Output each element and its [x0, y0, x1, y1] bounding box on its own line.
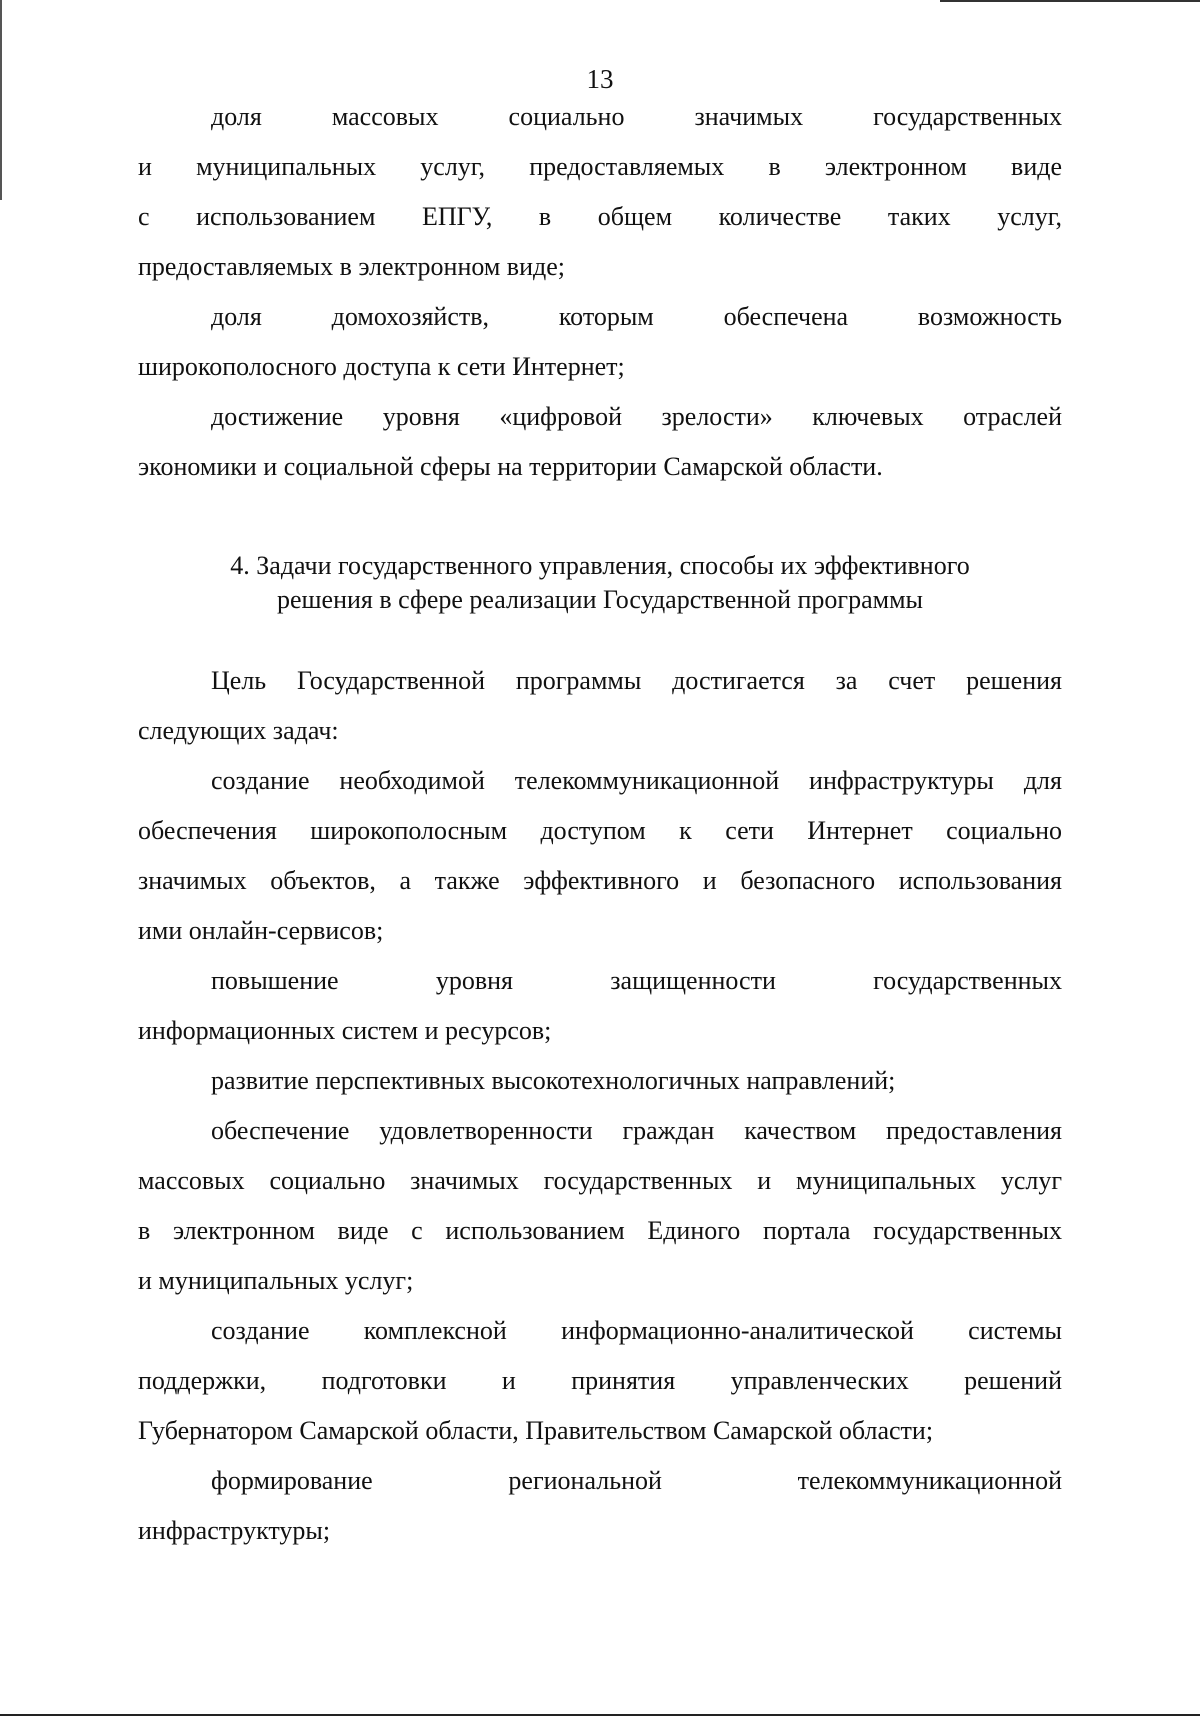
- text-line: инфраструктуры;: [138, 1516, 331, 1545]
- text-line: обеспечение удовлетворенности граждан качеством предоставления: [211, 1116, 1062, 1145]
- paragraph-task-analytics: [138, 1306, 1062, 1456]
- text-line: обеспечения широкополосным доступом к сети Интернет социально: [138, 816, 1062, 845]
- paragraph-task-regional-infra: [138, 1456, 1062, 1556]
- text-line: с использованием ЕПГУ, в общем количестве таких услуг,: [138, 202, 1062, 231]
- text-line: значимых объектов, а также эффективного и безопасного использования: [138, 866, 1062, 895]
- text-line: формирование региональной телекоммуникационной: [211, 1466, 1062, 1495]
- section-heading-line: решения в сфере реализации Государственной программы: [276, 585, 924, 614]
- paragraph-indicator-broadband: [138, 292, 1062, 392]
- paragraph-indicator-digital-maturity: [138, 392, 1062, 492]
- text-line: доля домохозяйств, которым обеспечена возможность: [211, 302, 1062, 331]
- text-line: создание комплексной информационно-аналитической системы: [211, 1316, 1062, 1345]
- text-line: и муниципальных услуг;: [138, 1266, 414, 1295]
- text-line: и муниципальных услуг, предоставляемых в электронном виде: [138, 152, 1062, 181]
- text-line: в электронном виде с использованием Единого портала государственных: [138, 1216, 1062, 1245]
- paragraph-indicator-epgu: [138, 92, 1062, 292]
- scan-edge-top: [940, 0, 1200, 2]
- text-line: предоставляемых в электронном виде;: [138, 252, 565, 281]
- scan-edge-left: [0, 0, 2, 200]
- text-line: поддержки, подготовки и принятия управленческих решений: [138, 1366, 1062, 1395]
- tasks-block: [138, 656, 1062, 1556]
- paragraph-task-satisfaction: [138, 1106, 1062, 1306]
- paragraph-task-security: [138, 956, 1062, 1056]
- text-line: повышение уровня защищенности государственных: [211, 966, 1062, 995]
- text-line: развитие перспективных высокотехнологичных направлений;: [211, 1066, 896, 1095]
- text-line: достижение уровня «цифровой зрелости» ключевых отраслей: [211, 402, 1062, 431]
- text-line: создание необходимой телекоммуникационной инфраструктуры для: [211, 766, 1062, 795]
- text-line: Губернатором Самарской области, Правительством Самарской области;: [138, 1416, 934, 1445]
- page-number: 13: [586, 64, 614, 94]
- text-line: информационных систем и ресурсов;: [138, 1016, 552, 1045]
- paragraph-task-hightech: [138, 1056, 1062, 1106]
- section-heading: [0, 549, 1200, 617]
- text-line: массовых социально значимых государственных и муниципальных услуг: [138, 1166, 1062, 1195]
- paragraph-task-telecom: [138, 756, 1062, 956]
- text-line: ими онлайн-сервисов;: [138, 916, 384, 945]
- text-line: доля массовых социально значимых государственных: [211, 102, 1062, 131]
- paragraph-goal-intro: [138, 656, 1062, 756]
- scan-edge-bottom: [0, 1714, 1200, 1716]
- indicators-block: [138, 92, 1062, 492]
- text-line: следующих задач:: [138, 716, 339, 745]
- section-heading-line: 4. Задачи государственного управления, способы их эффективного: [230, 551, 970, 580]
- text-line: широкополосного доступа к сети Интернет;: [138, 352, 625, 381]
- text-line: экономики и социальной сферы на территории Самарской области.: [138, 452, 883, 481]
- text-line: Цель Государственной программы достигается за счет решения: [211, 666, 1062, 695]
